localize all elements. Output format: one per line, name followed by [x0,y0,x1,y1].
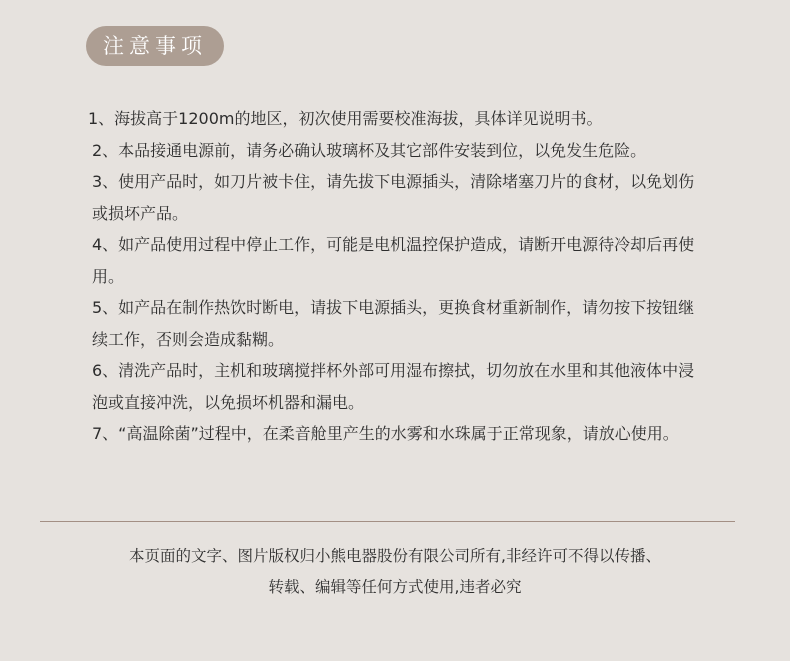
note-item-2: 2、本品接通电源前，请务必确认玻璃杯及其它部件安装到位，以免发生危险。 [92,140,647,160]
notes-list [88,103,708,450]
note-item-1: 1、海拔高于1200m的地区，初次使用需要校准海拔，具体详见说明书。 [88,109,603,128]
note-item-4: 4、如产品使用过程中停止工作，可能是电机温控保护造成，请断开电源待冷却后再使用。 [92,235,695,286]
copyright-line-2: 转载、编辑等任何方式使用,违者必究 [268,578,522,596]
section-title: 注意事项 [103,34,207,58]
note-item-3: 3、使用产品时，如刀片被卡住，请先拔下电源插头，清除堵塞刀片的食材，以免划伤或损坏产品。 [92,172,695,223]
copyright-line-1: 本页面的文字、图片版权归小熊电器股份有限公司所有,非经许可不得以传播、 [129,547,661,565]
section-title-pill [86,26,224,66]
note-item-6: 6、清洗产品时，主机和玻璃搅拌杯外部可用湿布擦拭，切勿放在水里和其他液体中浸泡或直接冲洗，以免损坏机器和漏电。 [92,361,695,412]
divider [40,521,735,522]
note-item-5: 5、如产品在制作热饮时断电，请拔下电源插头，更换食材重新制作，请勿按下按钮继续工作，否则会造成黏糊。 [92,298,695,349]
note-item-7: 7、“高温除菌”过程中，在柔音舱里产生的水雾和水珠属于正常现象，请放心使用。 [92,424,679,443]
